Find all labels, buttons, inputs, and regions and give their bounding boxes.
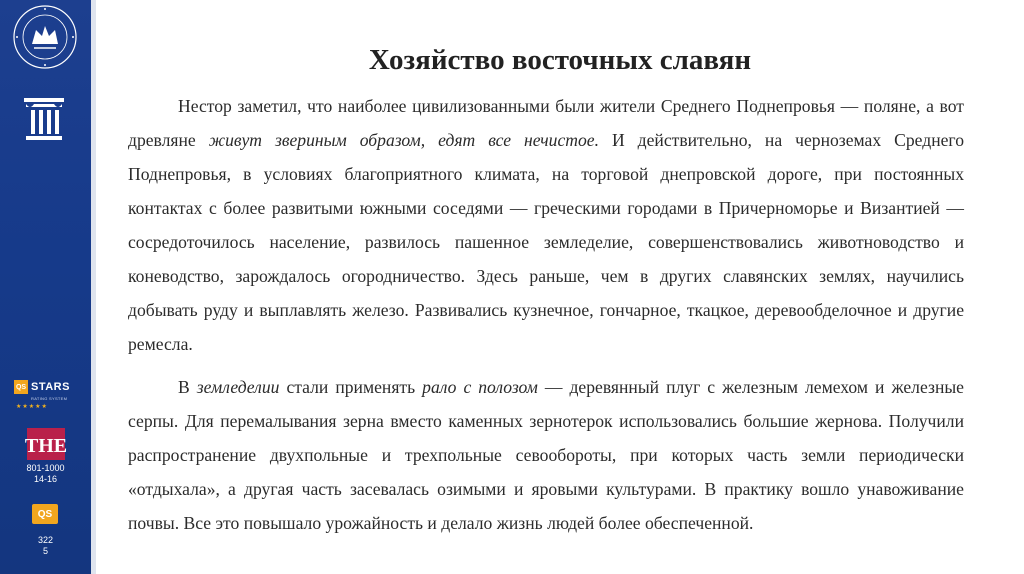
qs-stars-icon: QS [14, 380, 28, 394]
text-run: Нестор заметил, что наиболее цивилизованными были жители Среднего Поднепровья — поляне, а вот древляне [128, 96, 964, 150]
paragraph [128, 89, 964, 361]
qs-stars-badge [14, 379, 78, 417]
the-label: THE [24, 435, 68, 457]
slide-body [128, 89, 964, 540]
text-run-italic: земледелии [196, 377, 280, 397]
the-rank: 801-1000 [26, 463, 65, 473]
qs-rank: 322 [37, 535, 54, 545]
text-run: И действительно, на черноземах Среднего Поднепровья, в условиях благоприятного климата, на торговой днепровской дороге, при постоянных контактах с более развитыми южными соседями — греческими городами в Причерноморье и Византией — сосредоточилось население, развилось пашенное земледелие, совершенствовались животноводство и коневодство, зарождалось огородничество. Здесь раньше, чем в других славянских землях, научились добывать руду и выплавлять железо. Развивались кузнечное, гончарное, ткацкое, деревообделочное и другие ремесла. [128, 130, 964, 354]
stars-subtitle: RATING SYSTEM [31, 396, 68, 401]
university-logo [12, 4, 78, 70]
text-run: В [178, 377, 197, 397]
text-run-italic: живут звериным образом, едят все нечистое. [208, 130, 599, 150]
slide-title: Хозяйство восточных славян [368, 44, 752, 76]
sidebar-edge [91, 0, 96, 574]
column-icon [22, 94, 66, 144]
the-ranking-logo [24, 428, 68, 460]
sidebar [0, 0, 91, 574]
qs-logo: QS [32, 504, 58, 524]
text-run: — деревянный плуг с железным лемехом и железные серпы. Для перемалывания зерна вместо каменных зернотерок использовались большие жернова. Получили распространение двухпольные и трехпольные севообороты, при которых часть земли периодически «отдыхала», а другая часть засевалась озимыми и яровыми культурами. В практику вошло унавоживание почвы. Все это повышало урожайность и делало жизнь людей более обеспеченной. [128, 377, 964, 533]
qs-years: 5 [42, 546, 48, 556]
the-years: 14-16 [33, 474, 58, 484]
text-run-italic: рало с полозом [422, 377, 538, 397]
paragraph [128, 370, 964, 540]
text-run: стали применять [279, 377, 423, 397]
stars-rating-icon: ★★★★★ [16, 403, 48, 410]
stars-label: STARS [31, 381, 70, 393]
